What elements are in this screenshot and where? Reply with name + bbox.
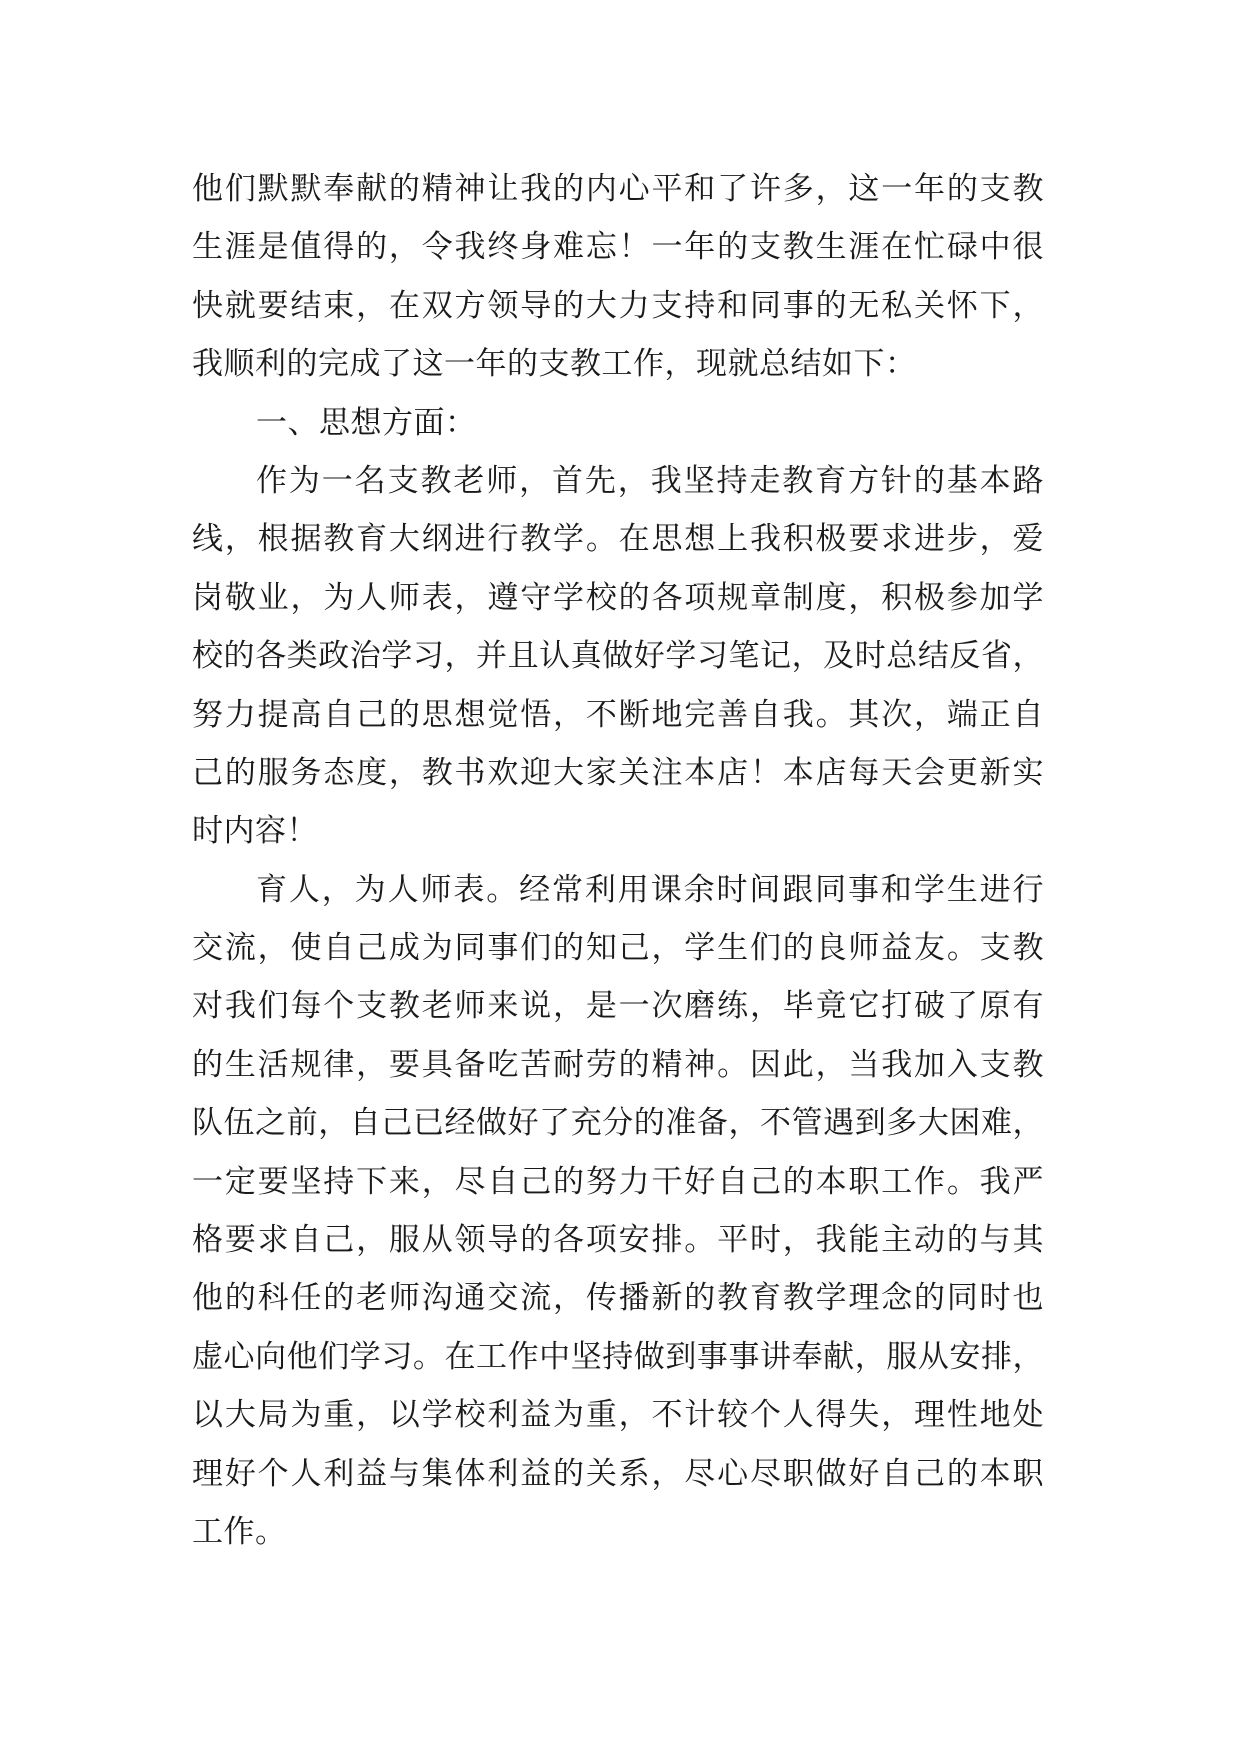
text-line: 他们默默奉献的精神让我的内心平和了许多，这一年的支教 [192, 171, 1044, 207]
text-line: 对我们每个支教老师来说，是一次磨练，毕竟它打破了原有 [192, 988, 1044, 1025]
text-line: 工作。 [192, 1513, 287, 1550]
document-body [192, 160, 1044, 1561]
text-line: 线，根据教育大纲进行教学。在思想上我积极要求进步，爱 [192, 521, 1044, 558]
text-line: 我顺利的完成了这一年的支教工作，现就总结如下： [192, 346, 917, 383]
text-line: 交流，使自己成为同事们的知己，学生们的良师益友。支教 [192, 930, 1044, 967]
text-line: 作为一名支教老师，首先，我坚持走教育方针的基本路 [256, 462, 1044, 499]
text-line: 己的服务态度，教书欢迎大家关注本店！本店每天会更新实 [192, 754, 1044, 791]
text-line: 校的各类政治学习，并且认真做好学习笔记，及时总结反省， [192, 638, 1044, 675]
text-line: 格要求自己，服从领导的各项安排。平时，我能主动的与其 [192, 1222, 1044, 1259]
text-line: 努力提高自己的思想觉悟，不断地完善自我。其次，端正自 [192, 696, 1044, 733]
text-line: 时内容！ [192, 813, 318, 850]
text-line: 岗敬业，为人师表，遵守学校的各项规章制度，积极参加学 [192, 579, 1044, 616]
text-line: 以大局为重，以学校利益为重，不计较个人得失，理性地处 [192, 1397, 1044, 1434]
text-line: 队伍之前，自己已经做好了充分的准备，不管遇到多大困难， [192, 1105, 1044, 1142]
text-line: 理好个人利益与集体利益的关系，尽心尽职做好自己的本职 [192, 1455, 1044, 1492]
text-line: 生涯是值得的，令我终身难忘！一年的支教生涯在忙碌中很 [192, 229, 1044, 266]
text-line: 育人，为人师表。经常利用课余时间跟同事和学生进行 [256, 871, 1044, 908]
text-line: 他的科任的老师沟通交流，传播新的教育教学理念的同时也 [192, 1280, 1044, 1317]
text-line: 快就要结束，在双方领导的大力支持和同事的无私关怀下， [192, 287, 1044, 324]
text-line: 的生活规律，要具备吃苦耐劳的精神。因此，当我加入支教 [192, 1046, 1044, 1083]
section-heading: 一、思想方面： [256, 404, 477, 441]
text-line: 虚心向他们学习。在工作中坚持做到事事讲奉献，服从安排， [192, 1338, 1044, 1375]
text-line: 一定要坚持下来，尽自己的努力干好自己的本职工作。我严 [192, 1163, 1044, 1200]
